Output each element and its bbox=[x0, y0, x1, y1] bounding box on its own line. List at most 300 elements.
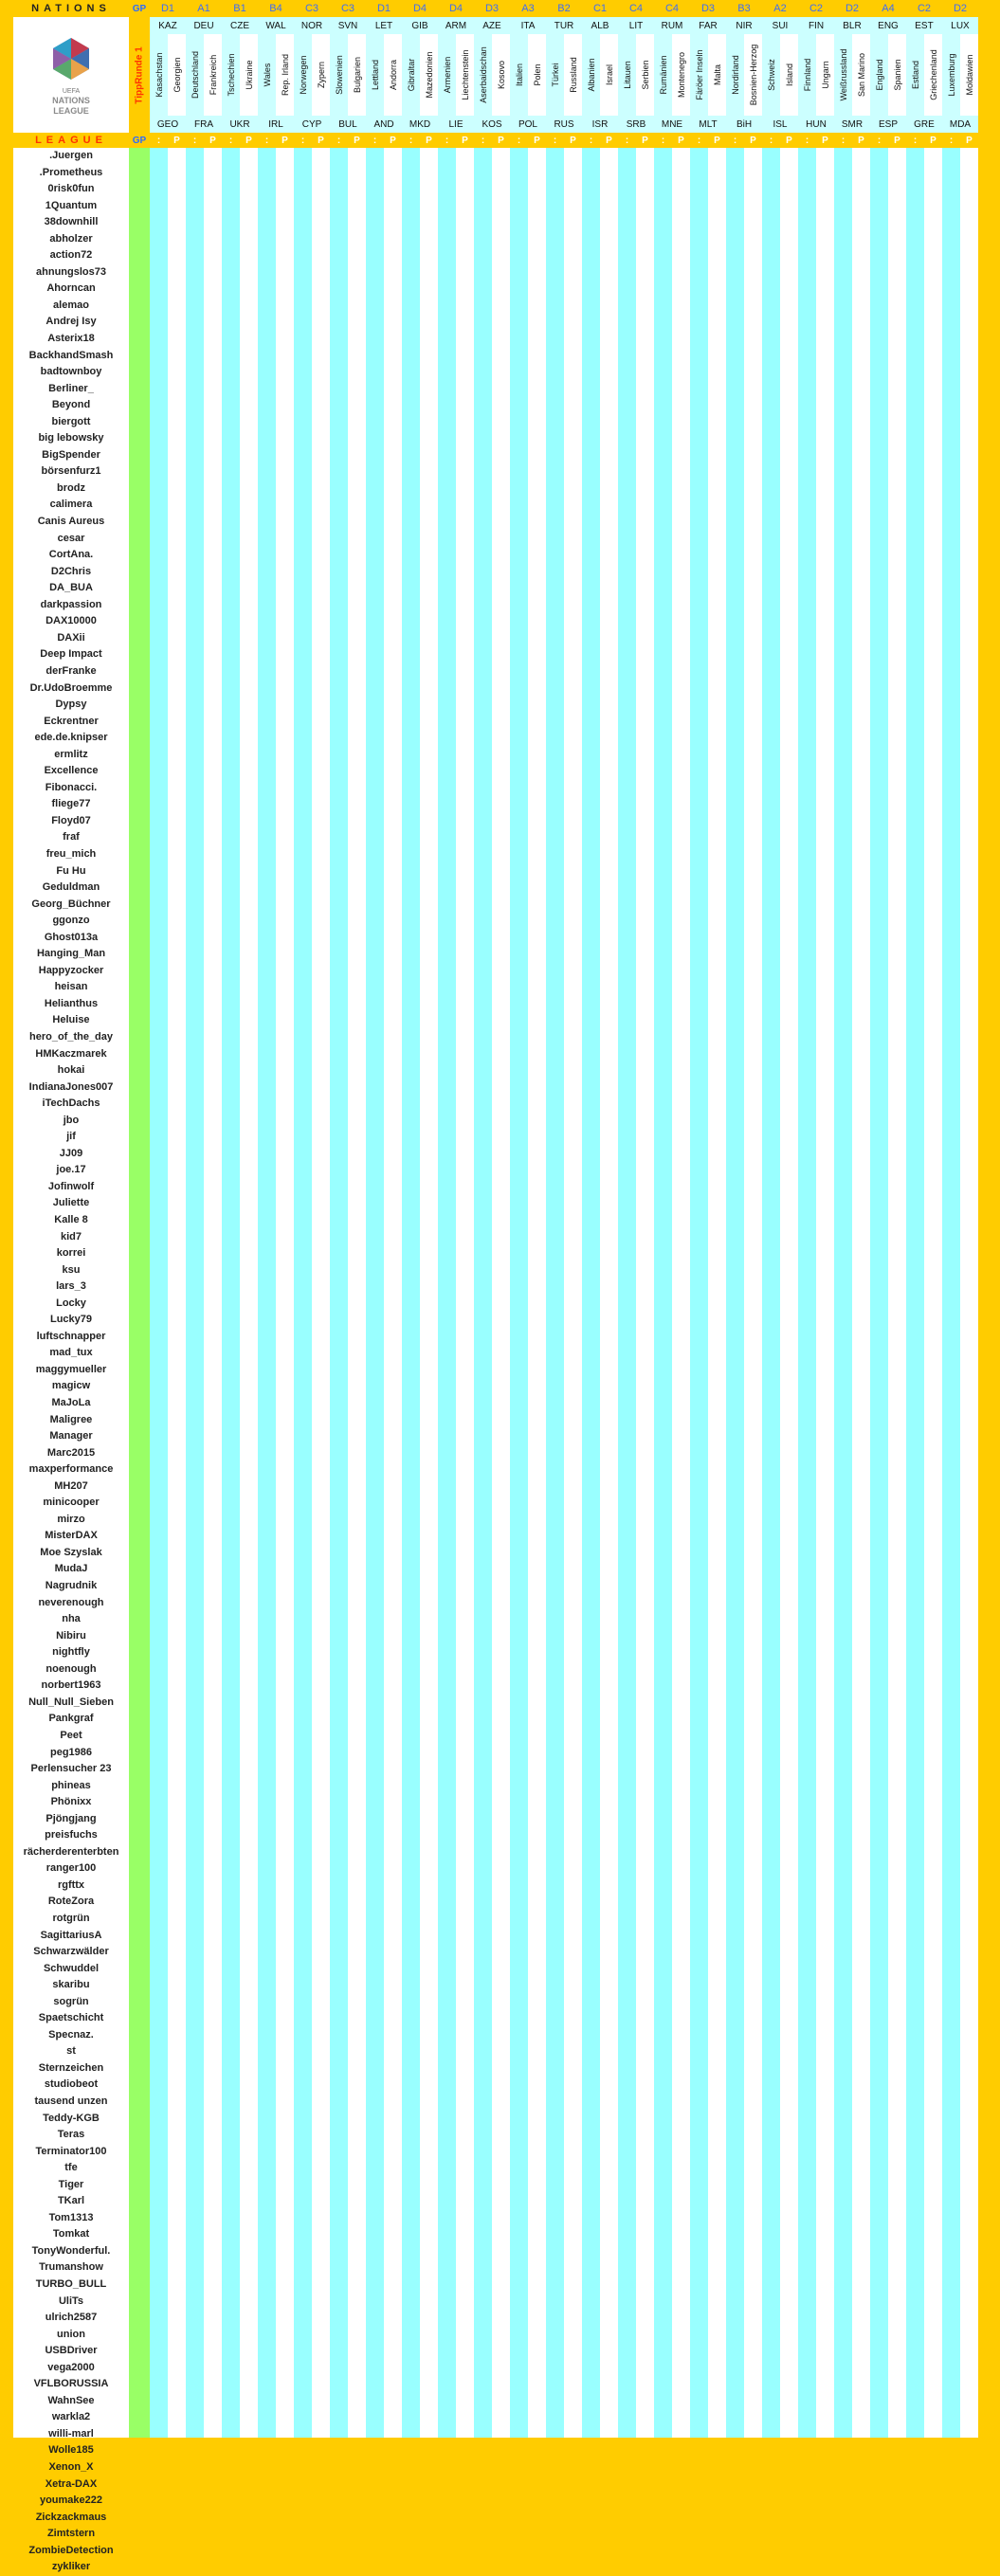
tip-band bbox=[906, 148, 924, 2438]
player-name: .Juergen bbox=[49, 150, 93, 161]
points-header: : P bbox=[258, 133, 294, 148]
player-name: JJ09 bbox=[59, 1147, 83, 1159]
player-name: IndianaJones007 bbox=[28, 1080, 114, 1093]
player-name: WahnSee bbox=[47, 2394, 95, 2406]
home-code: NIR bbox=[726, 17, 762, 34]
home-team-name: Armenien bbox=[438, 34, 456, 116]
points-band bbox=[708, 148, 726, 2438]
player-name: börsenfurz1 bbox=[41, 465, 101, 478]
match-group: C4 bbox=[654, 0, 690, 17]
player-name: joe.17 bbox=[56, 1164, 86, 1176]
points-header: : P bbox=[186, 133, 222, 148]
player-name: Excellence bbox=[44, 765, 99, 777]
player-name: BigSpender bbox=[42, 448, 100, 461]
away-code: GEO bbox=[150, 116, 186, 133]
tip-band bbox=[186, 148, 204, 2438]
home-code: FIN bbox=[798, 17, 834, 34]
away-code: IRL bbox=[258, 116, 294, 133]
away-team-name: Griechenland bbox=[924, 34, 942, 116]
player-name: ggonzo bbox=[52, 915, 90, 927]
away-code: RUS bbox=[546, 116, 582, 133]
away-code: SMR bbox=[834, 116, 870, 133]
points-band bbox=[492, 148, 510, 2438]
tip-band bbox=[690, 148, 708, 2438]
player-name: ranger100 bbox=[45, 1862, 97, 1875]
away-team-name: Malta bbox=[708, 34, 726, 116]
player-name: Phönixx bbox=[50, 1796, 92, 1808]
player-name: CortAna. bbox=[48, 549, 94, 561]
match-group: C4 bbox=[618, 0, 654, 17]
player-name: DA_BUA bbox=[49, 582, 93, 594]
player-name: union bbox=[57, 2328, 85, 2340]
player-name: Nagrudnik bbox=[45, 1580, 98, 1592]
player-name: TonyWonderful. bbox=[31, 2244, 111, 2257]
tip-band bbox=[438, 148, 456, 2438]
player-name: Zimtstern bbox=[46, 2528, 96, 2540]
player-name: Happyzocker bbox=[38, 964, 104, 976]
match-group: D2 bbox=[834, 0, 870, 17]
points-header: : P bbox=[870, 133, 906, 148]
player-name: Georg_Büchner bbox=[31, 898, 111, 910]
player-name: 38downhill bbox=[44, 216, 99, 228]
match-group: D1 bbox=[150, 0, 186, 17]
home-code: DEU bbox=[186, 17, 222, 34]
player-name: lars_3 bbox=[56, 1280, 86, 1293]
match-group: D3 bbox=[474, 0, 510, 17]
home-code: ITA bbox=[510, 17, 546, 34]
tip-band bbox=[366, 148, 384, 2438]
nations-header: NATIONS bbox=[13, 0, 129, 17]
player-name: darkpassion bbox=[40, 598, 102, 610]
player-name: MudaJ bbox=[54, 1563, 88, 1575]
player-name: 0risk0fun bbox=[47, 183, 95, 195]
away-code: ISL bbox=[762, 116, 798, 133]
player-name: Eckrentner bbox=[44, 715, 99, 727]
player-name: Tiger bbox=[58, 2178, 84, 2190]
home-code: ALB bbox=[582, 17, 618, 34]
player-name: ZombieDetection bbox=[28, 2544, 114, 2556]
player-name: UliTs bbox=[58, 2295, 84, 2307]
player-name: Floyd07 bbox=[51, 814, 91, 826]
points-header: : P bbox=[222, 133, 258, 148]
points-header: : P bbox=[366, 133, 402, 148]
player-name: Heluise bbox=[52, 1014, 90, 1026]
player-name: Canis Aureus bbox=[37, 516, 105, 528]
match-group: D4 bbox=[402, 0, 438, 17]
away-code: CYP bbox=[294, 116, 330, 133]
points-header: : P bbox=[402, 133, 438, 148]
player-name: biergott bbox=[51, 415, 91, 427]
home-team-name: Norwegen bbox=[294, 34, 312, 116]
right-border bbox=[986, 0, 1000, 2438]
points-header: : P bbox=[150, 133, 186, 148]
player-name: Moe Szyslak bbox=[40, 1546, 102, 1558]
tip-band bbox=[402, 148, 420, 2438]
home-team-name: Rumänien bbox=[654, 34, 672, 116]
player-name: hero_of_the_day bbox=[28, 1030, 114, 1043]
player-name: Helianthus bbox=[44, 997, 99, 1009]
match-group: C3 bbox=[294, 0, 330, 17]
tip-band bbox=[582, 148, 600, 2438]
points-header: : P bbox=[546, 133, 582, 148]
player-name: rächerderenterbten bbox=[23, 1845, 119, 1858]
points-band bbox=[240, 148, 258, 2438]
player-name: skaribu bbox=[52, 1979, 90, 1991]
player-name: magicw bbox=[51, 1380, 91, 1392]
player-name: kid7 bbox=[60, 1230, 82, 1243]
points-header: : P bbox=[618, 133, 654, 148]
points-header: : P bbox=[582, 133, 618, 148]
away-team-name: Spanien bbox=[888, 34, 906, 116]
player-name: peg1986 bbox=[49, 1746, 93, 1758]
player-name: st bbox=[66, 2045, 76, 2058]
away-team-name: Frankreich bbox=[204, 34, 222, 116]
away-team-name: San Marino bbox=[852, 34, 870, 116]
player-name: noenough bbox=[45, 1662, 97, 1675]
player-name: preisfuchs bbox=[45, 1829, 98, 1841]
player-list bbox=[13, 148, 129, 2573]
away-code: BUL bbox=[330, 116, 366, 133]
round-label: TippRunde 1 bbox=[129, 17, 150, 133]
gp-header-top: GP bbox=[132, 3, 147, 14]
player-name: MH207 bbox=[54, 1479, 88, 1492]
home-team-name: Italien bbox=[510, 34, 528, 116]
player-name: Wolle185 bbox=[48, 2444, 94, 2457]
player-name: Asterix18 bbox=[47, 333, 95, 345]
match-group: C1 bbox=[582, 0, 618, 17]
tip-band bbox=[294, 148, 312, 2438]
player-name: Fu Hu bbox=[56, 864, 86, 877]
away-code: GRE bbox=[906, 116, 942, 133]
away-team-name: Russland bbox=[564, 34, 582, 116]
player-name: Deep Impact bbox=[40, 648, 102, 661]
tip-band bbox=[258, 148, 276, 2438]
points-band bbox=[744, 148, 762, 2438]
away-team-name: Ungarn bbox=[816, 34, 834, 116]
away-code: AND bbox=[366, 116, 402, 133]
player-name: mad_tux bbox=[49, 1347, 93, 1359]
player-name: korrei bbox=[56, 1247, 86, 1260]
league-header: LEAGUE bbox=[13, 133, 129, 148]
player-name: tausend unzen bbox=[34, 2095, 108, 2107]
home-team-name: Luxemburg bbox=[942, 34, 960, 116]
player-name: Teras bbox=[57, 2129, 85, 2141]
away-team-name: Mazedonien bbox=[420, 34, 438, 116]
player-name: VFLBORUSSIA bbox=[33, 2378, 109, 2390]
away-code: LIE bbox=[438, 116, 474, 133]
home-code: LET bbox=[366, 17, 402, 34]
player-name: Peet bbox=[60, 1729, 82, 1741]
player-name: Dr.UdoBroemme bbox=[29, 681, 113, 694]
player-name: maggymueller bbox=[35, 1363, 107, 1375]
player-name: Teddy-KGB bbox=[43, 2112, 100, 2124]
tip-band bbox=[762, 148, 780, 2438]
player-name: badtownboy bbox=[40, 366, 102, 378]
away-code: HUN bbox=[798, 116, 834, 133]
player-name: rotgrün bbox=[52, 1912, 90, 1924]
points-band bbox=[888, 148, 906, 2438]
points-band bbox=[960, 148, 978, 2438]
match-group: A4 bbox=[870, 0, 906, 17]
points-band bbox=[312, 148, 330, 2438]
player-name: .Prometheus bbox=[39, 166, 103, 178]
away-code: FRA bbox=[186, 116, 222, 133]
home-code: GIB bbox=[402, 17, 438, 34]
match-group: C3 bbox=[330, 0, 366, 17]
points-band bbox=[420, 148, 438, 2438]
player-name: Juliette bbox=[52, 1197, 90, 1209]
match-group: D4 bbox=[438, 0, 474, 17]
player-name: action72 bbox=[49, 249, 93, 262]
tip-band bbox=[222, 148, 240, 2438]
player-name: youmake222 bbox=[39, 2494, 103, 2507]
home-code: WAL bbox=[258, 17, 294, 34]
player-name: heisan bbox=[54, 981, 88, 993]
player-name: Tomkat bbox=[52, 2228, 90, 2240]
player-name: Dypsy bbox=[55, 698, 87, 711]
player-name: MaJoLa bbox=[51, 1397, 91, 1409]
match-group: D1 bbox=[366, 0, 402, 17]
player-name: Ghost013a bbox=[44, 931, 99, 943]
points-band bbox=[384, 148, 402, 2438]
points-band bbox=[348, 148, 366, 2438]
points-band bbox=[852, 148, 870, 2438]
tip-band bbox=[834, 148, 852, 2438]
home-team-name: Wales bbox=[258, 34, 276, 116]
player-name: Specnaz. bbox=[48, 2028, 94, 2041]
points-header: : P bbox=[798, 133, 834, 148]
away-team-name: Georgien bbox=[168, 34, 186, 116]
player-name: maxperformance bbox=[28, 1463, 114, 1476]
match-group: A1 bbox=[186, 0, 222, 17]
away-code: ESP bbox=[870, 116, 906, 133]
home-team-name: Lettland bbox=[366, 34, 384, 116]
home-team-name: Tschechien bbox=[222, 34, 240, 116]
away-team-name: Bulgarien bbox=[348, 34, 366, 116]
player-name: MisterDAX bbox=[45, 1530, 98, 1542]
home-team-name: Litauen bbox=[618, 34, 636, 116]
away-code: MNE bbox=[654, 116, 690, 133]
player-name: brodz bbox=[57, 481, 85, 494]
player-name: phineas bbox=[51, 1779, 91, 1791]
points-band bbox=[204, 148, 222, 2438]
player-name: Nibiru bbox=[56, 1629, 86, 1642]
player-name: TKarl bbox=[57, 2195, 85, 2207]
player-name: Berliner_ bbox=[48, 382, 94, 394]
player-name: Marc2015 bbox=[46, 1446, 96, 1459]
player-name: abholzer bbox=[49, 232, 93, 245]
player-name: Geduldman bbox=[42, 881, 100, 894]
tip-band bbox=[942, 148, 960, 2438]
home-code: ARM bbox=[438, 17, 474, 34]
player-name: nha bbox=[62, 1613, 81, 1625]
away-team-name: Liechtenstein bbox=[456, 34, 474, 116]
player-name: Spaetschicht bbox=[38, 2012, 104, 2024]
player-name: warkla2 bbox=[51, 2411, 91, 2423]
points-header: : P bbox=[438, 133, 474, 148]
player-name: alemao bbox=[53, 299, 89, 311]
home-code: LUX bbox=[942, 17, 978, 34]
player-name: jbo bbox=[63, 1114, 80, 1126]
player-name: norbert1963 bbox=[41, 1679, 101, 1692]
points-header: : P bbox=[726, 133, 762, 148]
player-name: 1Quantum bbox=[45, 199, 98, 211]
tip-band bbox=[870, 148, 888, 2438]
away-code: MDA bbox=[942, 116, 978, 133]
player-name: Hanging_Man bbox=[36, 948, 106, 960]
match-group: A3 bbox=[510, 0, 546, 17]
match-group: A2 bbox=[762, 0, 798, 17]
points-band bbox=[672, 148, 690, 2438]
player-name: willi-marl bbox=[48, 2427, 94, 2440]
points-band bbox=[168, 148, 186, 2438]
player-name: sogrün bbox=[53, 1995, 89, 2007]
home-team-name: Kasachstan bbox=[150, 34, 168, 116]
logo-line1-text: NATIONS bbox=[52, 96, 90, 105]
points-header: : P bbox=[294, 133, 330, 148]
home-team-name: Weißrussland bbox=[834, 34, 852, 116]
player-name: luftschnapper bbox=[36, 1330, 106, 1342]
gp-header-bottom: GP bbox=[132, 135, 147, 146]
home-code: ENG bbox=[870, 17, 906, 34]
home-code: SVN bbox=[330, 17, 366, 34]
player-name: Kalle 8 bbox=[54, 1214, 88, 1225]
points-header: : P bbox=[654, 133, 690, 148]
player-name: Schwarzwälder bbox=[33, 1946, 109, 1958]
away-team-name: Montenegro bbox=[672, 34, 690, 116]
player-name: jif bbox=[66, 1131, 76, 1143]
home-code: CZE bbox=[222, 17, 258, 34]
points-header: : P bbox=[942, 133, 978, 148]
player-name: cesar bbox=[57, 532, 85, 544]
away-code: BiH bbox=[726, 116, 762, 133]
away-team-name: Bosnien-Herzog bbox=[744, 34, 762, 116]
player-name: hokai bbox=[57, 1064, 85, 1077]
away-team-name: Moldawien bbox=[960, 34, 978, 116]
tip-band bbox=[654, 148, 672, 2438]
player-name: ermlitz bbox=[54, 748, 88, 760]
home-code: FAR bbox=[690, 17, 726, 34]
player-name: Null_Null_Sieben bbox=[28, 1696, 114, 1708]
tip-band bbox=[546, 148, 564, 2438]
player-name: Xenon_X bbox=[48, 2461, 94, 2474]
player-name: ulrich2587 bbox=[45, 2312, 98, 2324]
home-team-name: Gibraltar bbox=[402, 34, 420, 116]
points-header: : P bbox=[474, 133, 510, 148]
home-code: EST bbox=[906, 17, 942, 34]
player-name: nightfly bbox=[52, 1646, 90, 1659]
home-code: BLR bbox=[834, 17, 870, 34]
away-code: MKD bbox=[402, 116, 438, 133]
player-name: derFranke bbox=[45, 664, 97, 677]
home-team-name: Aserbaidschan bbox=[474, 34, 492, 116]
away-code: KOS bbox=[474, 116, 510, 133]
points-header: : P bbox=[834, 133, 870, 148]
tip-band bbox=[618, 148, 636, 2438]
home-team-name: Türkei bbox=[546, 34, 564, 116]
match-group: B3 bbox=[726, 0, 762, 17]
away-code: POL bbox=[510, 116, 546, 133]
away-team-name: Island bbox=[780, 34, 798, 116]
player-name: zykliker bbox=[51, 2561, 91, 2573]
away-team-name: Israel bbox=[600, 34, 618, 116]
match-group: C2 bbox=[906, 0, 942, 17]
home-code: TUR bbox=[546, 17, 582, 34]
home-team-name: England bbox=[870, 34, 888, 116]
player-name: Schwuddel bbox=[43, 1962, 100, 1974]
home-team-name: Slowenien bbox=[330, 34, 348, 116]
player-name: calimera bbox=[49, 499, 93, 511]
points-band bbox=[456, 148, 474, 2438]
home-code: RUM bbox=[654, 17, 690, 34]
away-code: SRB bbox=[618, 116, 654, 133]
tip-band bbox=[798, 148, 816, 2438]
player-name: Maligree bbox=[49, 1413, 93, 1425]
away-team-name: Ukraine bbox=[240, 34, 258, 116]
away-team-name: Serbien bbox=[636, 34, 654, 116]
away-team-name: Polen bbox=[528, 34, 546, 116]
match-group: B1 bbox=[222, 0, 258, 17]
player-name: DAX10000 bbox=[45, 615, 97, 627]
player-name: Beyond bbox=[51, 399, 91, 411]
home-team-name: Finnland bbox=[798, 34, 816, 116]
home-team-name: Albanien bbox=[582, 34, 600, 116]
gp-column bbox=[129, 148, 150, 2438]
match-group: B4 bbox=[258, 0, 294, 17]
logo-line2-text: LEAGUE bbox=[53, 106, 89, 116]
home-team-name: Estland bbox=[906, 34, 924, 116]
points-header: : P bbox=[762, 133, 798, 148]
player-name: BackhandSmash bbox=[28, 349, 114, 361]
player-name: Terminator100 bbox=[35, 2145, 107, 2157]
player-name: neverenough bbox=[38, 1596, 104, 1608]
away-team-name: Kosovo bbox=[492, 34, 510, 116]
match-group: B2 bbox=[546, 0, 582, 17]
player-name: DAXii bbox=[57, 631, 85, 644]
player-name: RoteZora bbox=[47, 1896, 95, 1908]
home-team-name: Nordirland bbox=[726, 34, 744, 116]
player-name: Fibonacci. bbox=[45, 781, 98, 793]
points-band bbox=[564, 148, 582, 2438]
match-group: C2 bbox=[798, 0, 834, 17]
player-name: Tom1313 bbox=[48, 2211, 94, 2223]
player-name: Perlensucher 23 bbox=[30, 1763, 112, 1775]
player-name: studiobeot bbox=[44, 2078, 99, 2091]
player-name: Jofinwolf bbox=[47, 1180, 95, 1192]
player-name: Trumanshow bbox=[39, 2261, 103, 2274]
home-team-name: Deutschland bbox=[186, 34, 204, 116]
player-name: Manager bbox=[49, 1430, 93, 1442]
player-name: ede.de.knipser bbox=[34, 732, 108, 744]
tip-band bbox=[150, 148, 168, 2438]
tip-band bbox=[510, 148, 528, 2438]
points-header: : P bbox=[906, 133, 942, 148]
player-name: tfe bbox=[64, 2162, 78, 2174]
away-code: MLT bbox=[690, 116, 726, 133]
points-band bbox=[276, 148, 294, 2438]
player-name: Andrej Isy bbox=[45, 316, 97, 328]
points-band bbox=[636, 148, 654, 2438]
away-team-name: Andorra bbox=[384, 34, 402, 116]
away-team-name: Rep. Irland bbox=[276, 34, 294, 116]
player-name: Zickzackmaus bbox=[35, 2511, 107, 2523]
player-name: Pankgraf bbox=[48, 1713, 94, 1725]
player-name: freu_mich bbox=[45, 847, 97, 860]
match-group: D2 bbox=[942, 0, 978, 17]
nations-league-logo bbox=[13, 17, 129, 133]
home-code: SUI bbox=[762, 17, 798, 34]
player-name: mirzo bbox=[57, 1513, 85, 1525]
